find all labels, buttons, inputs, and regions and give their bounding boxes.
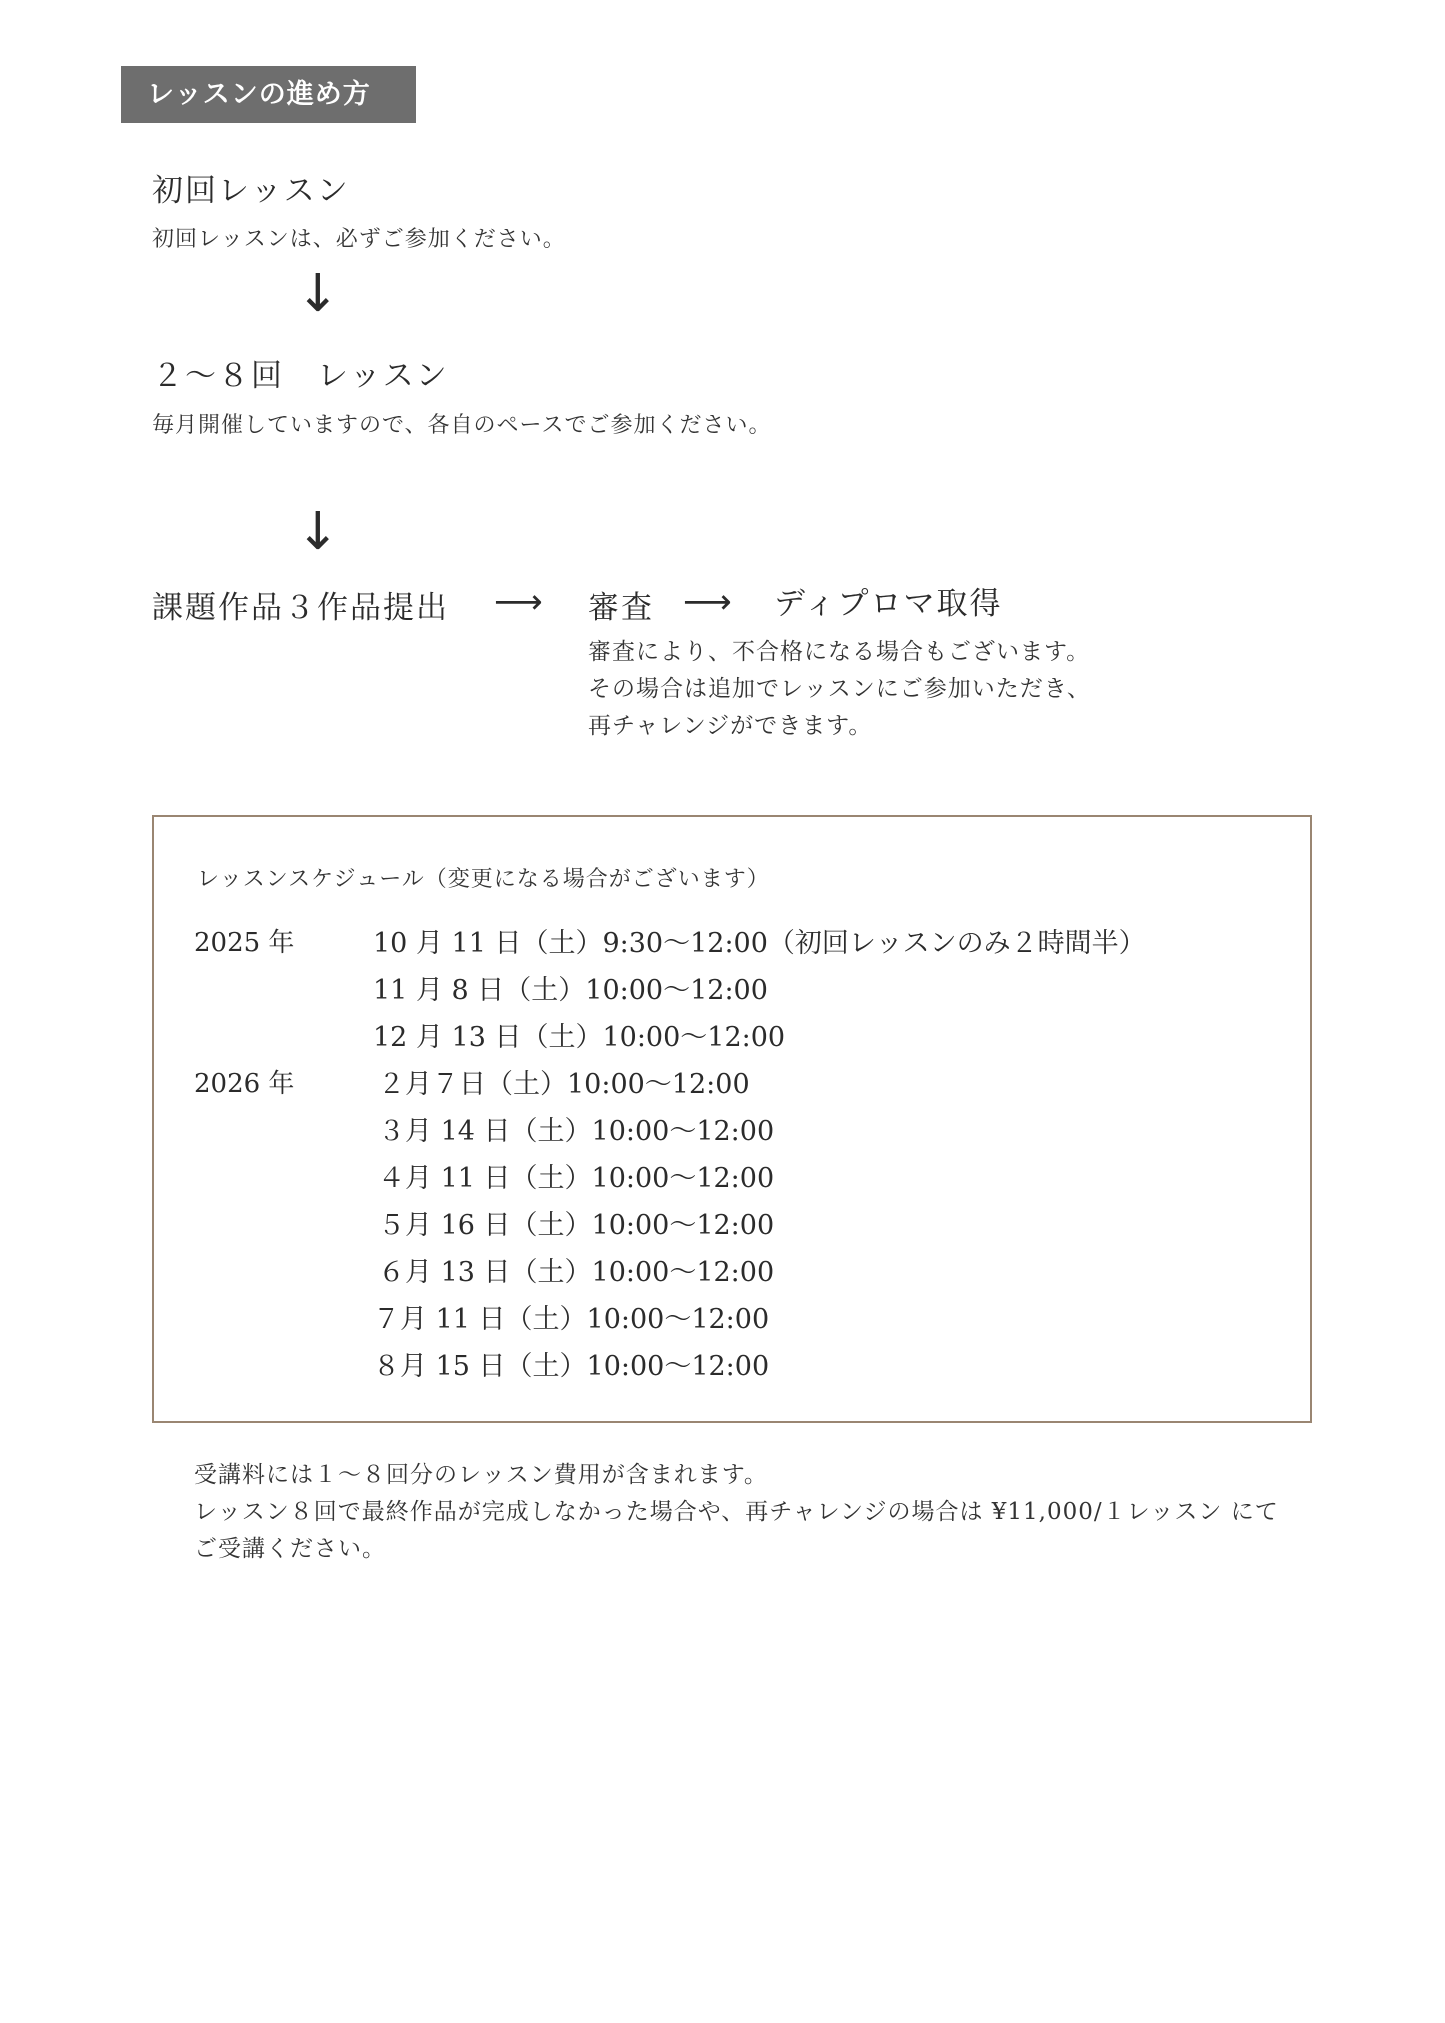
step-submit-title: 課題作品３作品提出 [152,590,449,626]
schedule-row: ７月 11 日（土）10:00〜12:00 [373,1304,770,1335]
arrow-right-icon: ⟶ [494,582,543,622]
review-note-line: その場合は追加でレッスンにご参加いただき、 [588,676,1091,702]
step-first-title: 初回レッスン [152,173,350,209]
section-header: レッスンの進め方 [121,66,416,123]
footer-line: レッスン８回で最終作品が完成しなかった場合や、再チャレンジの場合は ¥11,000/１レッスン にて [194,1499,1279,1525]
review-note [588,634,1091,745]
schedule-row: 10 月 11 日（土）9:30〜12:00（初回レッスンのみ２時間半） [373,928,1146,959]
arrow-right-icon: ⟶ [683,582,732,622]
schedule-row: 12 月 13 日（土）10:00〜12:00 [373,1022,786,1053]
schedule-row: ４月 11 日（土）10:00〜12:00 [378,1163,775,1194]
step-second-desc: 毎月開催していますので、各自のペースでご参加ください。 [152,413,772,438]
step-first-desc: 初回レッスンは、必ずご参加ください。 [152,227,566,252]
schedule-title: レッスンスケジュール（変更になる場合がございます） [197,867,770,892]
schedule-year-2025: 2025 年 [194,928,295,958]
review-note-line: 審査により、不合格になる場合もございます。 [588,639,1091,665]
review-note-line: 再チャレンジができます。 [588,713,873,739]
step-diploma-title: ディプロマ取得 [774,586,1003,622]
step-review-title: 審査 [588,590,654,626]
arrow-down-icon: ↓ [296,264,340,324]
footer-line: 受講料には１〜８回分のレッスン費用が含まれます。 [194,1462,768,1488]
schedule-row: ３月 14 日（土）10:00〜12:00 [378,1116,775,1147]
step-second-title: ２〜８回 レッスン [152,358,449,394]
schedule-row: 11 月 8 日（土）10:00〜12:00 [373,975,768,1006]
footer-line: ご受講ください。 [194,1536,386,1562]
schedule-row: ２月７日（土）10:00〜12:00 [378,1069,750,1100]
arrow-down-icon: ↓ [296,502,340,562]
footer-note [194,1457,1279,1568]
schedule-row: ８月 15 日（土）10:00〜12:00 [373,1351,770,1382]
schedule-row: ６月 13 日（土）10:00〜12:00 [378,1257,775,1288]
schedule-row: ５月 16 日（土）10:00〜12:00 [378,1210,775,1241]
schedule-year-2026: 2026 年 [194,1069,295,1099]
